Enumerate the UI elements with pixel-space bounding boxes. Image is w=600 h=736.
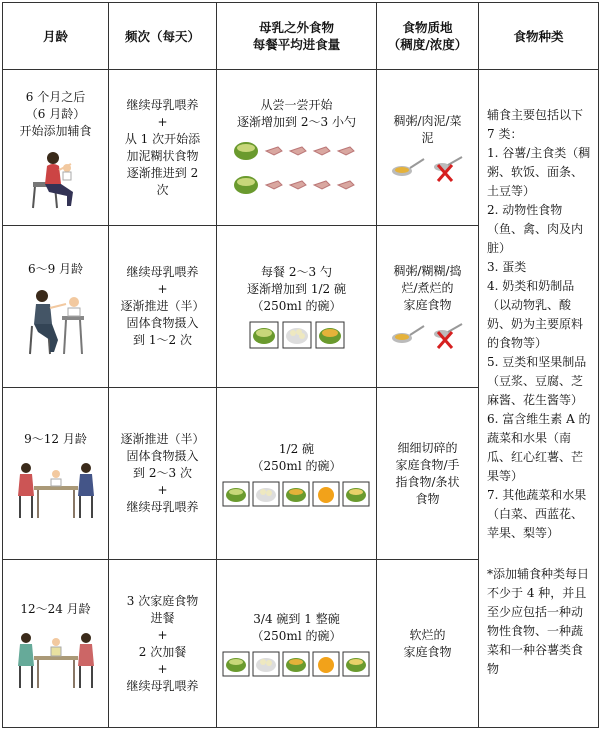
header-age: 月龄 xyxy=(3,3,109,70)
types-intro: 辅食主要包括以下 7 类： xyxy=(487,108,584,141)
family-meal-illustration xyxy=(14,626,98,690)
header-texture: 食物质地 （稠度/浓度） xyxy=(377,3,479,70)
frequency-cell: 继续母乳喂养 + 从 1 次开始添 加泥糊状食物 逐渐推进到 2 次 xyxy=(109,70,217,226)
types-item: 3. 蛋类 xyxy=(487,260,527,274)
frequency-cell: 逐渐推进（半） 固体食物摄入 到 2～3 次 + 继续母乳喂养 xyxy=(109,388,217,560)
spoons-row xyxy=(217,137,376,165)
age-cell: 6 个月之后 （6 月龄） 开始添加辅食 xyxy=(3,70,109,226)
types-item: 7. 其他蔬菜和水果（白菜、西蓝花、苹果、梨等） xyxy=(487,488,587,540)
age-cell: 9～12 月龄 xyxy=(3,388,109,560)
header-amount: 母乳之外食物 每餐平均进食量 xyxy=(217,3,377,70)
types-item: 2. 动物性食物（鱼、禽、肉及内脏） xyxy=(487,203,584,255)
complementary-feeding-table xyxy=(2,2,599,728)
bowl-and-spoons-icon xyxy=(232,137,362,165)
food-bowls-row xyxy=(217,651,376,677)
table-row xyxy=(3,70,599,226)
texture-cell: 稠粥/肉泥/菜 泥 xyxy=(377,70,479,226)
food-bowls-icon xyxy=(222,651,372,677)
food-bowls-icon xyxy=(249,321,345,349)
highchair-feeding-illustration xyxy=(24,286,88,356)
food-bowls-row xyxy=(217,321,376,349)
texture-cell: 软烂的 家庭食物 xyxy=(377,560,479,728)
amount-cell: 1/2 碗 （250ml 的碗） xyxy=(217,388,377,560)
spoon-drip-icon xyxy=(388,320,468,350)
mother-feeding-infant-illustration xyxy=(25,148,87,210)
spoons-row-2 xyxy=(217,171,376,199)
types-note: *添加辅食种类每日不少于 4 种，并且至少应包括一种动物性食物、一种蔬菜和一种谷薯类食物 xyxy=(487,567,590,676)
header-types: 食物种类 xyxy=(479,3,599,70)
types-item: 4. 奶类和奶制品（以动物乳、酸奶、奶为主要原料的食物等） xyxy=(487,279,584,350)
frequency-cell: 继续母乳喂养 + 逐渐推进（半） 固体食物摄入 到 1～2 次 xyxy=(109,226,217,388)
family-table-illustration xyxy=(14,456,98,520)
types-item: 5. 豆类和坚果制品（豆浆、豆腐、芝麻酱、花生酱等） xyxy=(487,355,587,407)
spoon-drip-icon xyxy=(388,153,468,183)
food-types-cell xyxy=(479,70,599,728)
food-bowls-icon xyxy=(222,481,372,507)
types-item: 1. 谷薯/主食类（稠粥、软饭、面条、土豆等） xyxy=(487,146,591,198)
amount-cell: 每餐 2～3 勺 逐渐增加到 1/2 碗 （250ml 的碗） xyxy=(217,226,377,388)
amount-cell: 从尝一尝开始 逐渐增加到 2～3 小勺 xyxy=(217,70,377,226)
types-item: 6. 富含维生素 A 的蔬菜和水果（南瓜、红心红薯、芒果等） xyxy=(487,412,591,483)
header-row xyxy=(3,3,599,70)
food-bowls-row xyxy=(217,481,376,507)
texture-cell: 稠粥/糊糊/捣 烂/煮烂的 家庭食物 xyxy=(377,226,479,388)
age-cell: 12～24 月龄 xyxy=(3,560,109,728)
amount-cell: 3/4 碗到 1 整碗 （250ml 的碗） xyxy=(217,560,377,728)
age-cell: 6～9 月龄 xyxy=(3,226,109,388)
header-frequency: 频次（每天） xyxy=(109,3,217,70)
bowl-and-spoons-icon xyxy=(232,171,362,199)
texture-cell: 细细切碎的 家庭食物/手 指食物/条状 食物 xyxy=(377,388,479,560)
frequency-cell: 3 次家庭食物 进餐 + 2 次加餐 + 继续母乳喂养 xyxy=(109,560,217,728)
